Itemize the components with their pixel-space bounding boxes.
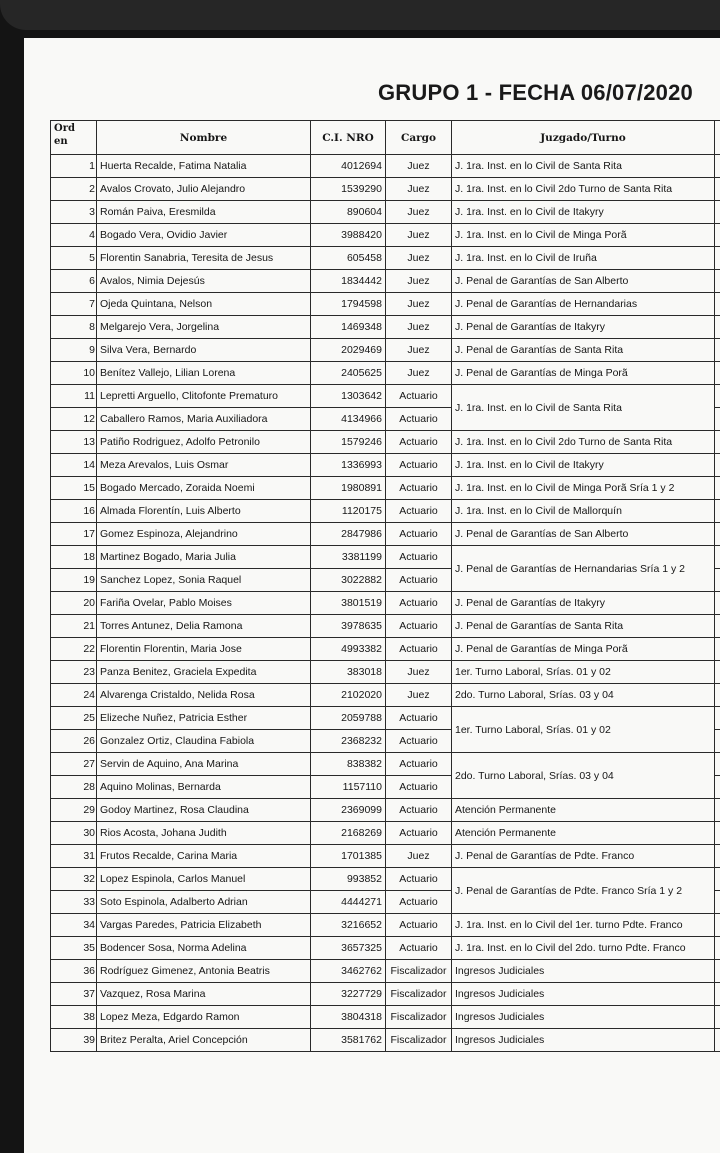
cell-ci: 3462762 (311, 960, 386, 983)
cell-extra (715, 707, 720, 730)
table-row (51, 293, 720, 316)
cell-juzgado: J. Penal de Garantías de Santa Rita (452, 615, 715, 638)
cell-cargo: Actuario (386, 730, 452, 753)
assignments-table (50, 120, 720, 1052)
cell-cargo: Juez (386, 316, 452, 339)
cell-extra (715, 592, 720, 615)
cell-ord: 36 (51, 960, 97, 983)
cell-ord: 13 (51, 431, 97, 454)
header-ci: C.I. NRO (311, 121, 386, 155)
cell-ci: 4134966 (311, 408, 386, 431)
cell-ci: 2368232 (311, 730, 386, 753)
table-row (51, 592, 720, 615)
cell-cargo: Actuario (386, 431, 452, 454)
cell-extra (715, 339, 720, 362)
table-row (51, 960, 720, 983)
cell-cargo: Juez (386, 362, 452, 385)
cell-cargo: Actuario (386, 408, 452, 431)
cell-nombre: Alvarenga Cristaldo, Nelida Rosa (97, 684, 311, 707)
cell-ord: 37 (51, 983, 97, 1006)
cell-juzgado: Atención Permanente (452, 799, 715, 822)
cell-juzgado: J. Penal de Garantías de Itakyry (452, 592, 715, 615)
cell-cargo: Actuario (386, 822, 452, 845)
cell-ci: 3227729 (311, 983, 386, 1006)
cell-cargo: Actuario (386, 569, 452, 592)
cell-cargo: Juez (386, 270, 452, 293)
cell-juzgado: J. 1ra. Inst. en lo Civil del 1er. turno Pdte. Franco (452, 914, 715, 937)
table-row (51, 316, 720, 339)
cell-ci: 890604 (311, 201, 386, 224)
cell-cargo: Juez (386, 201, 452, 224)
cell-extra (715, 431, 720, 454)
cell-juzgado: J. Penal de Garantías de San Alberto (452, 523, 715, 546)
cell-ci: 1469348 (311, 316, 386, 339)
cell-ord: 1 (51, 155, 97, 178)
cell-ci: 3978635 (311, 615, 386, 638)
cell-juzgado: 1er. Turno Laboral, Srías. 01 y 02 (452, 707, 715, 753)
cell-cargo: Fiscalizador (386, 1006, 452, 1029)
cell-cargo: Actuario (386, 454, 452, 477)
cell-ord: 20 (51, 592, 97, 615)
cell-ci: 1336993 (311, 454, 386, 477)
cell-ci: 1834442 (311, 270, 386, 293)
cell-nombre: Florentin Sanabria, Teresita de Jesus (97, 247, 311, 270)
cell-ord: 22 (51, 638, 97, 661)
cell-ord: 33 (51, 891, 97, 914)
cell-ord: 14 (51, 454, 97, 477)
cell-cargo: Juez (386, 661, 452, 684)
cell-extra (715, 891, 720, 914)
cell-ord: 23 (51, 661, 97, 684)
cell-cargo: Actuario (386, 592, 452, 615)
table-row (51, 523, 720, 546)
document-title: GRUPO 1 - FECHA 06/07/2020 (378, 80, 693, 105)
table-row (51, 983, 720, 1006)
cell-ci: 3657325 (311, 937, 386, 960)
cell-ci: 993852 (311, 868, 386, 891)
cell-ord: 3 (51, 201, 97, 224)
table-row (51, 661, 720, 684)
cell-ci: 2369099 (311, 799, 386, 822)
cell-nombre: Aquino Molinas, Bernarda (97, 776, 311, 799)
table-row (51, 431, 720, 454)
cell-ci: 3381199 (311, 546, 386, 569)
cell-ci: 2405625 (311, 362, 386, 385)
cell-ci: 605458 (311, 247, 386, 270)
cell-juzgado: J. 1ra. Inst. en lo Civil de Santa Rita (452, 155, 715, 178)
cell-cargo: Actuario (386, 707, 452, 730)
cell-juzgado: J. Penal de Garantías de Hernandarias (452, 293, 715, 316)
cell-juzgado: J. Penal de Garantías de Minga Porã (452, 638, 715, 661)
cell-nombre: Patiño Rodriguez, Adolfo Petronilo (97, 431, 311, 454)
cell-extra (715, 638, 720, 661)
cell-ci: 383018 (311, 661, 386, 684)
cell-juzgado: Ingresos Judiciales (452, 983, 715, 1006)
table-row (51, 385, 720, 408)
cell-nombre: Silva Vera, Bernardo (97, 339, 311, 362)
cell-ord: 9 (51, 339, 97, 362)
cell-extra (715, 730, 720, 753)
cell-ord: 10 (51, 362, 97, 385)
cell-extra (715, 408, 720, 431)
cell-nombre: Ojeda Quintana, Nelson (97, 293, 311, 316)
header-extra-column (715, 121, 720, 155)
cell-nombre: Elizeche Nuñez, Patricia Esther (97, 707, 311, 730)
cell-extra (715, 178, 720, 201)
cell-nombre: Gomez Espinoza, Alejandrino (97, 523, 311, 546)
cell-juzgado: 2do. Turno Laboral, Srías. 03 y 04 (452, 684, 715, 707)
cell-juzgado: J. 1ra. Inst. en lo Civil 2do Turno de Santa Rita (452, 431, 715, 454)
table-row (51, 753, 720, 776)
cell-ci: 4444271 (311, 891, 386, 914)
cell-cargo: Juez (386, 339, 452, 362)
cell-ci: 2059788 (311, 707, 386, 730)
cell-ci: 1980891 (311, 477, 386, 500)
cell-nombre: Rios Acosta, Johana Judith (97, 822, 311, 845)
cell-extra (715, 385, 720, 408)
cell-ci: 1539290 (311, 178, 386, 201)
cell-ci: 838382 (311, 753, 386, 776)
cell-cargo: Actuario (386, 753, 452, 776)
cell-cargo: Juez (386, 224, 452, 247)
cell-ord: 39 (51, 1029, 97, 1052)
cell-nombre: Britez Peralta, Ariel Concepción (97, 1029, 311, 1052)
cell-nombre: Avalos Crovato, Julio Alejandro (97, 178, 311, 201)
cell-nombre: Bogado Mercado, Zoraida Noemi (97, 477, 311, 500)
header-ord-line1: Ord (54, 123, 75, 134)
cell-juzgado: Atención Permanente (452, 822, 715, 845)
cell-cargo: Juez (386, 684, 452, 707)
cell-ci: 1579246 (311, 431, 386, 454)
table-body (51, 155, 720, 1052)
cell-cargo: Actuario (386, 638, 452, 661)
cell-cargo: Fiscalizador (386, 983, 452, 1006)
cell-ci: 1157110 (311, 776, 386, 799)
cell-extra (715, 753, 720, 776)
cell-extra (715, 293, 720, 316)
cell-extra (715, 914, 720, 937)
cell-ci: 2847986 (311, 523, 386, 546)
cell-ord: 24 (51, 684, 97, 707)
table-header-row (51, 121, 720, 155)
cell-extra (715, 1029, 720, 1052)
cell-juzgado: J. 1ra. Inst. en lo Civil 2do Turno de Santa Rita (452, 178, 715, 201)
cell-ci: 2168269 (311, 822, 386, 845)
cell-nombre: Godoy Martinez, Rosa Claudina (97, 799, 311, 822)
cell-nombre: Torres Antunez, Delia Ramona (97, 615, 311, 638)
cell-cargo: Juez (386, 155, 452, 178)
cell-extra (715, 822, 720, 845)
table-row (51, 247, 720, 270)
cell-cargo: Actuario (386, 868, 452, 891)
cell-extra (715, 454, 720, 477)
cell-extra (715, 776, 720, 799)
cell-nombre: Servin de Aquino, Ana Marina (97, 753, 311, 776)
cell-ci: 1701385 (311, 845, 386, 868)
cell-ord: 21 (51, 615, 97, 638)
cell-cargo: Fiscalizador (386, 1029, 452, 1052)
cell-ci: 3581762 (311, 1029, 386, 1052)
table-row (51, 224, 720, 247)
cell-juzgado: J. 1ra. Inst. en lo Civil de Itakyry (452, 454, 715, 477)
cell-nombre: Avalos, Nimia Dejesús (97, 270, 311, 293)
cell-juzgado: J. Penal de Garantías de San Alberto (452, 270, 715, 293)
cell-extra (715, 224, 720, 247)
table-row (51, 270, 720, 293)
cell-cargo: Juez (386, 178, 452, 201)
cell-extra (715, 247, 720, 270)
cell-ord: 30 (51, 822, 97, 845)
header-ord-line2: en (54, 136, 68, 147)
cell-juzgado: 2do. Turno Laboral, Srías. 03 y 04 (452, 753, 715, 799)
header-juzgado: Juzgado/Turno (452, 121, 715, 155)
cell-cargo: Actuario (386, 523, 452, 546)
cell-juzgado: J. 1ra. Inst. en lo Civil de Iruña (452, 247, 715, 270)
table-row (51, 845, 720, 868)
cell-cargo: Actuario (386, 799, 452, 822)
cell-ci: 2029469 (311, 339, 386, 362)
cell-ord: 11 (51, 385, 97, 408)
cell-juzgado: Ingresos Judiciales (452, 1029, 715, 1052)
cell-ord: 2 (51, 178, 97, 201)
cell-ord: 31 (51, 845, 97, 868)
table-row (51, 500, 720, 523)
cell-extra (715, 362, 720, 385)
table-row (51, 454, 720, 477)
cell-cargo: Actuario (386, 891, 452, 914)
cell-juzgado: J. Penal de Garantías de Pdte. Franco (452, 845, 715, 868)
cell-ord: 29 (51, 799, 97, 822)
cell-juzgado: J. 1ra. Inst. en lo Civil de Minga Porã Sría 1 y 2 (452, 477, 715, 500)
cell-extra (715, 845, 720, 868)
cell-ord: 7 (51, 293, 97, 316)
cell-extra (715, 868, 720, 891)
cell-nombre: Rodríguez Gimenez, Antonia Beatris (97, 960, 311, 983)
cell-ord: 26 (51, 730, 97, 753)
cell-nombre: Vazquez, Rosa Marina (97, 983, 311, 1006)
cell-nombre: Melgarejo Vera, Jorgelina (97, 316, 311, 339)
cell-extra (715, 201, 720, 224)
cell-extra (715, 661, 720, 684)
cell-cargo: Actuario (386, 546, 452, 569)
cell-ord: 38 (51, 1006, 97, 1029)
cell-ci: 4993382 (311, 638, 386, 661)
cell-cargo: Juez (386, 247, 452, 270)
cell-ci: 2102020 (311, 684, 386, 707)
cell-nombre: Frutos Recalde, Carina Maria (97, 845, 311, 868)
cell-cargo: Actuario (386, 615, 452, 638)
cell-ci: 1794598 (311, 293, 386, 316)
cell-extra (715, 270, 720, 293)
cell-ord: 4 (51, 224, 97, 247)
cell-extra (715, 983, 720, 1006)
cell-nombre: Lopez Espinola, Carlos Manuel (97, 868, 311, 891)
cell-extra (715, 546, 720, 569)
cell-nombre: Lopez Meza, Edgardo Ramon (97, 1006, 311, 1029)
cell-juzgado: J. 1ra. Inst. en lo Civil de Itakyry (452, 201, 715, 224)
cell-ord: 28 (51, 776, 97, 799)
cell-extra (715, 937, 720, 960)
cell-ord: 32 (51, 868, 97, 891)
cell-nombre: Bodencer Sosa, Norma Adelina (97, 937, 311, 960)
table-row (51, 339, 720, 362)
cell-juzgado: Ingresos Judiciales (452, 960, 715, 983)
cell-cargo: Actuario (386, 914, 452, 937)
table-row (51, 868, 720, 891)
cell-extra (715, 960, 720, 983)
cell-cargo: Actuario (386, 500, 452, 523)
cell-ord: 35 (51, 937, 97, 960)
cell-ord: 8 (51, 316, 97, 339)
cell-nombre: Bogado Vera, Ovidio Javier (97, 224, 311, 247)
cell-ord: 27 (51, 753, 97, 776)
cell-cargo: Actuario (386, 385, 452, 408)
cell-nombre: Vargas Paredes, Patricia Elizabeth (97, 914, 311, 937)
table-row (51, 1006, 720, 1029)
cell-cargo: Actuario (386, 477, 452, 500)
cell-juzgado: J. 1ra. Inst. en lo Civil del 2do. turno Pdte. Franco (452, 937, 715, 960)
cell-ord: 18 (51, 546, 97, 569)
cell-nombre: Florentin Florentin, Maria Jose (97, 638, 311, 661)
table-row (51, 707, 720, 730)
cell-juzgado: J. Penal de Garantías de Hernandarias Sría 1 y 2 (452, 546, 715, 592)
cell-extra (715, 799, 720, 822)
cell-ord: 15 (51, 477, 97, 500)
cell-extra (715, 684, 720, 707)
cell-extra (715, 500, 720, 523)
device-notch (0, 0, 720, 30)
cell-juzgado: J. Penal de Garantías de Santa Rita (452, 339, 715, 362)
cell-ci: 3804318 (311, 1006, 386, 1029)
cell-ord: 12 (51, 408, 97, 431)
cell-juzgado: J. Penal de Garantías de Minga Porã (452, 362, 715, 385)
cell-ord: 17 (51, 523, 97, 546)
cell-extra (715, 569, 720, 592)
cell-nombre: Meza Arevalos, Luis Osmar (97, 454, 311, 477)
cell-nombre: Benítez Vallejo, Lilian Lorena (97, 362, 311, 385)
cell-ord: 25 (51, 707, 97, 730)
header-ord (51, 121, 97, 155)
cell-nombre: Sanchez Lopez, Sonia Raquel (97, 569, 311, 592)
cell-nombre: Huerta Recalde, Fatima Natalia (97, 155, 311, 178)
cell-extra (715, 523, 720, 546)
cell-extra (715, 1006, 720, 1029)
cell-extra (715, 155, 720, 178)
cell-cargo: Juez (386, 293, 452, 316)
table-row (51, 155, 720, 178)
device-top-bar (0, 0, 720, 38)
table-row (51, 362, 720, 385)
table-row (51, 684, 720, 707)
table-row (51, 914, 720, 937)
cell-ord: 6 (51, 270, 97, 293)
header-cargo: Cargo (386, 121, 452, 155)
cell-cargo: Fiscalizador (386, 960, 452, 983)
cell-ord: 5 (51, 247, 97, 270)
cell-cargo: Actuario (386, 776, 452, 799)
table-row (51, 615, 720, 638)
table-row (51, 822, 720, 845)
cell-nombre: Fariña Ovelar, Pablo Moises (97, 592, 311, 615)
cell-ord: 16 (51, 500, 97, 523)
cell-cargo: Actuario (386, 937, 452, 960)
cell-nombre: Román Paiva, Eresmilda (97, 201, 311, 224)
table-row (51, 638, 720, 661)
cell-juzgado: J. 1ra. Inst. en lo Civil de Minga Porã (452, 224, 715, 247)
table-row (51, 799, 720, 822)
cell-ci: 3988420 (311, 224, 386, 247)
cell-extra (715, 615, 720, 638)
device-left-edge (0, 38, 24, 1153)
cell-nombre: Lepretti Arguello, Clitofonte Prematuro (97, 385, 311, 408)
cell-juzgado: J. 1ra. Inst. en lo Civil de Santa Rita (452, 385, 715, 431)
cell-nombre: Gonzalez Ortiz, Claudina Fabiola (97, 730, 311, 753)
cell-nombre: Almada Florentín, Luis Alberto (97, 500, 311, 523)
cell-cargo: Juez (386, 845, 452, 868)
cell-ord: 19 (51, 569, 97, 592)
table-row (51, 178, 720, 201)
cell-ci: 3216652 (311, 914, 386, 937)
cell-ci: 4012694 (311, 155, 386, 178)
cell-ord: 34 (51, 914, 97, 937)
cell-ci: 1120175 (311, 500, 386, 523)
header-nombre: Nombre (97, 121, 311, 155)
cell-juzgado: J. Penal de Garantías de Itakyry (452, 316, 715, 339)
table-row (51, 937, 720, 960)
cell-nombre: Soto Espinola, Adalberto Adrian (97, 891, 311, 914)
cell-nombre: Panza Benitez, Graciela Expedita (97, 661, 311, 684)
cell-juzgado: J. 1ra. Inst. en lo Civil de Mallorquín (452, 500, 715, 523)
table-row (51, 1029, 720, 1052)
cell-ci: 3801519 (311, 592, 386, 615)
cell-extra (715, 316, 720, 339)
cell-ci: 1303642 (311, 385, 386, 408)
cell-juzgado: Ingresos Judiciales (452, 1006, 715, 1029)
cell-juzgado: J. Penal de Garantías de Pdte. Franco Sría 1 y 2 (452, 868, 715, 914)
cell-extra (715, 477, 720, 500)
cell-nombre: Caballero Ramos, Maria Auxiliadora (97, 408, 311, 431)
cell-juzgado: 1er. Turno Laboral, Srías. 01 y 02 (452, 661, 715, 684)
cell-nombre: Martinez Bogado, Maria Julia (97, 546, 311, 569)
table-row (51, 477, 720, 500)
table-row (51, 201, 720, 224)
cell-ci: 3022882 (311, 569, 386, 592)
table-row (51, 546, 720, 569)
